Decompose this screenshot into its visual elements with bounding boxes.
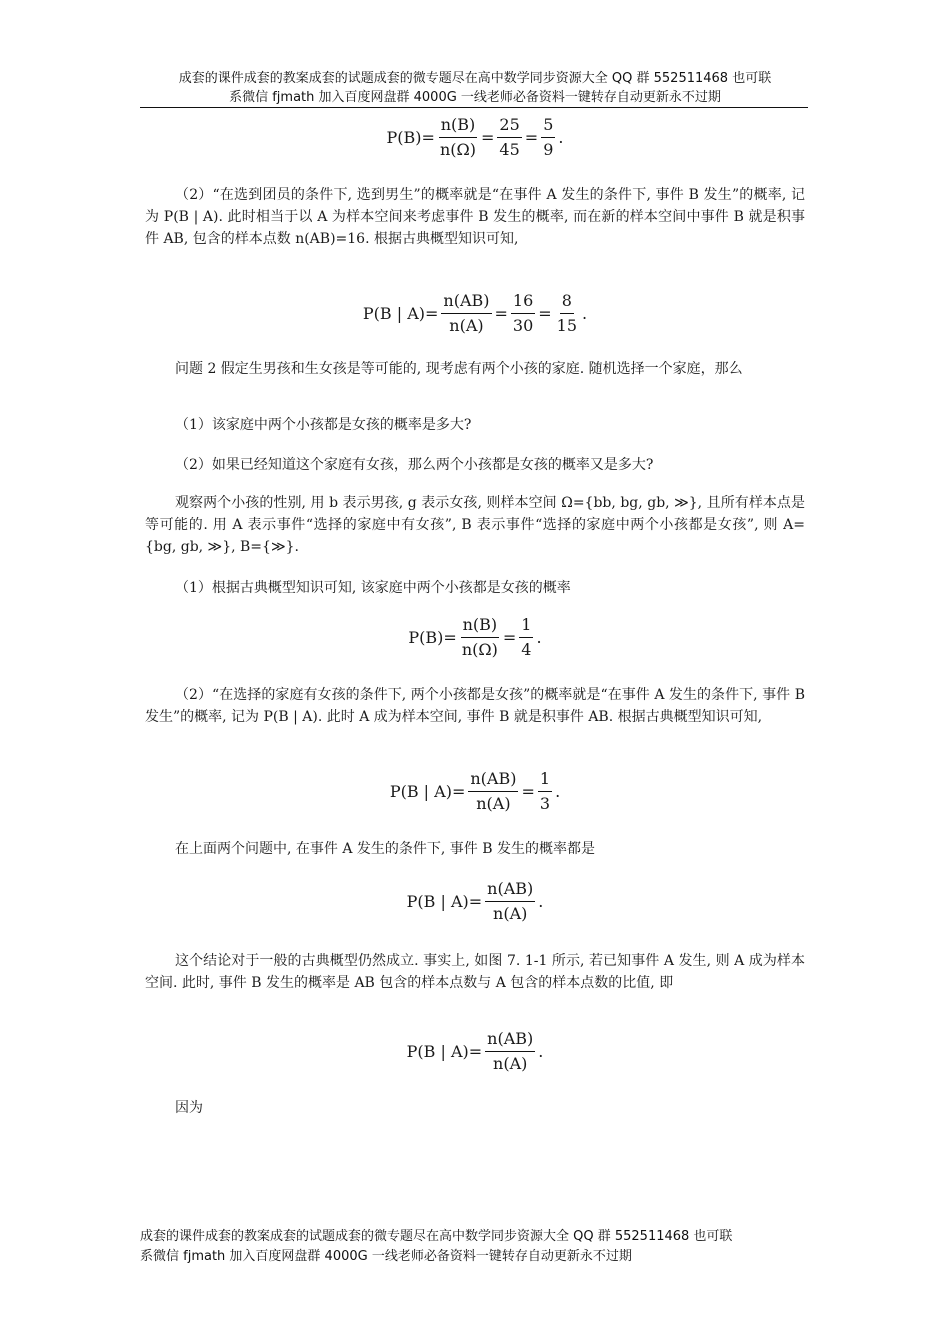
eq2-equals-2: =	[538, 304, 552, 323]
eq1-fraction-3	[541, 114, 555, 161]
eq6-denominator-1: n(A)	[493, 1054, 528, 1073]
eq2-period: .	[582, 304, 588, 323]
eq3-lhs: P(B)=	[408, 628, 457, 647]
eq2-denominator-2: 30	[512, 316, 534, 335]
eq1-numerator-2: 25	[497, 114, 521, 138]
eq4-denominator-1: n(A)	[476, 794, 511, 813]
footer-line-1: 成套的课件成套的教案成套的试题成套的微专题尽在高中数学同步资源大全 QQ 群 552511468 也可联	[140, 1229, 733, 1244]
header-divider	[140, 107, 808, 108]
eq2-fraction-1	[441, 290, 491, 337]
eq4-denominator-2: 3	[539, 794, 551, 813]
page-footer	[140, 1227, 810, 1267]
eq4-numerator-2: 1	[538, 768, 552, 792]
paragraph-7: 这个结论对于一般的古典概型仍然成立. 事实上, 如图 7. 1-1 所示, 若已知事件 A 发生, 则 A 成为样本空间. 此时, 事件 B 发生的概率是 AB 包含的样本点数与 A 包含的样本点数的比值, 即	[145, 953, 805, 991]
eq3-denominator-1: n(Ω)	[461, 640, 498, 659]
question-2: （2）如果已经知道这个家庭有女孩，那么两个小孩都是女孩的概率又是多大?	[175, 457, 654, 473]
eq2-numerator-1: n(AB)	[441, 290, 491, 314]
eq6-period: .	[538, 1042, 544, 1061]
eq6-lhs: P(B | A)=	[406, 1042, 483, 1061]
eq2-numerator-3: 8	[560, 290, 574, 314]
eq5-period: .	[538, 892, 544, 911]
eq6-fraction-1	[485, 1028, 535, 1075]
equation-4	[0, 768, 950, 815]
question-1: （1）该家庭中两个小孩都是女孩的概率是多大?	[175, 417, 472, 433]
eq3-numerator-2: 1	[519, 614, 533, 638]
eq1-denominator-2: 45	[499, 140, 520, 159]
eq1-period: .	[558, 128, 564, 147]
eq5-lhs: P(B | A)=	[406, 892, 483, 911]
eq1-lhs: P(B)=	[386, 128, 435, 147]
page-header	[140, 69, 810, 107]
eq1-denominator-1: n(Ω)	[439, 140, 477, 159]
eq3-period: .	[536, 628, 542, 647]
eq2-fraction-3	[555, 290, 579, 337]
equation-2	[0, 290, 950, 337]
paragraph-8: 因为	[175, 1100, 203, 1116]
paragraph-6: 在上面两个问题中, 在事件 A 发生的条件下, 事件 B 发生的概率都是	[175, 841, 595, 857]
eq3-fraction-2	[519, 614, 533, 661]
header-line-2: 系微信 fjmath 加入百度网盘群 4000G 一线老师必备资料一键转存自动更新永不过期	[229, 90, 721, 105]
eq5-numerator-1: n(AB)	[485, 878, 535, 902]
eq4-lhs: P(B | A)=	[389, 782, 466, 801]
eq1-denominator-3: 9	[543, 140, 554, 159]
eq2-lhs: P(B | A)=	[362, 304, 439, 323]
eq2-denominator-3: 15	[556, 316, 578, 335]
eq1-numerator-3: 5	[541, 114, 555, 138]
eq1-equals-2: =	[524, 128, 539, 147]
eq4-numerator-1: n(AB)	[468, 768, 518, 792]
eq6-numerator-1: n(AB)	[485, 1028, 535, 1052]
eq1-fraction-1	[438, 114, 478, 161]
equation-6	[0, 1028, 950, 1075]
eq4-fraction-1	[468, 768, 518, 815]
eq3-denominator-2: 4	[521, 640, 532, 659]
header-line-1: 成套的课件成套的教案成套的试题成套的微专题尽在高中数学同步资源大全 QQ 群 552511468 也可联	[178, 71, 772, 86]
eq3-fraction-1	[460, 614, 500, 661]
equation-5	[0, 878, 950, 925]
eq2-fraction-2	[511, 290, 535, 337]
eq3-equals-1: =	[502, 628, 517, 647]
eq2-denominator-1: n(A)	[449, 316, 484, 335]
eq1-fraction-2	[497, 114, 521, 161]
paragraph-4: （1）根据古典概型知识可知, 该家庭中两个小孩都是女孩的概率	[175, 580, 571, 596]
eq5-fraction-1	[485, 878, 535, 925]
paragraph-2: 问题 2 假定生男孩和生女孩是等可能的, 现考虑有两个小孩的家庭. 随机选择一个家庭，那么	[175, 361, 743, 377]
eq3-numerator-1: n(B)	[461, 614, 500, 638]
eq4-fraction-2	[538, 768, 552, 815]
equation-3	[0, 614, 950, 661]
eq2-numerator-2: 16	[511, 290, 535, 314]
eq4-equals-1: =	[521, 782, 535, 801]
equation-1	[0, 114, 950, 161]
paragraph-3: 观察两个小孩的性别, 用 b 表示男孩, g 表示女孩, 则样本空间 Ω={bb, bg, gb, ≫}, 且所有样本点是等可能的. 用 A 表示事件“选择的家庭中有女孩”, B 表示事件“选择的家庭中两个小孩都是女孩”, 则 A={bg, gb, ≫}, B={≫}.	[145, 495, 805, 555]
eq1-equals-1: =	[481, 128, 495, 147]
paragraph-1: （2）“在选到团员的条件下, 选到男生”的概率就是“在事件 A 发生的条件下, 事件 B 发生”的概率, 记为 P(B | A). 此时相当于以 A 为样本空间来考虑事件 B 发生的概率, 而在新的样本空间中事件 B 就是积事件 AB, 包含的样本点数 n(AB)=16. 根据古典概型知识可知,	[145, 187, 805, 247]
eq4-period: .	[555, 782, 561, 801]
eq1-numerator-1: n(B)	[439, 114, 478, 138]
footer-line-2: 系微信 fjmath 加入百度网盘群 4000G 一线老师必备资料一键转存自动更新永不过期	[140, 1249, 632, 1264]
paragraph-5: （2）“在选择的家庭有女孩的条件下, 两个小孩都是女孩”的概率就是“在事件 A 发生的条件下, 事件 B 发生”的概率, 记为 P(B | A). 此时 A 成为样本空间, 事件 B 就是积事件 AB. 根据古典概型知识可知,	[145, 687, 805, 725]
eq5-denominator-1: n(A)	[493, 904, 528, 923]
eq2-equals-1: =	[494, 304, 508, 323]
